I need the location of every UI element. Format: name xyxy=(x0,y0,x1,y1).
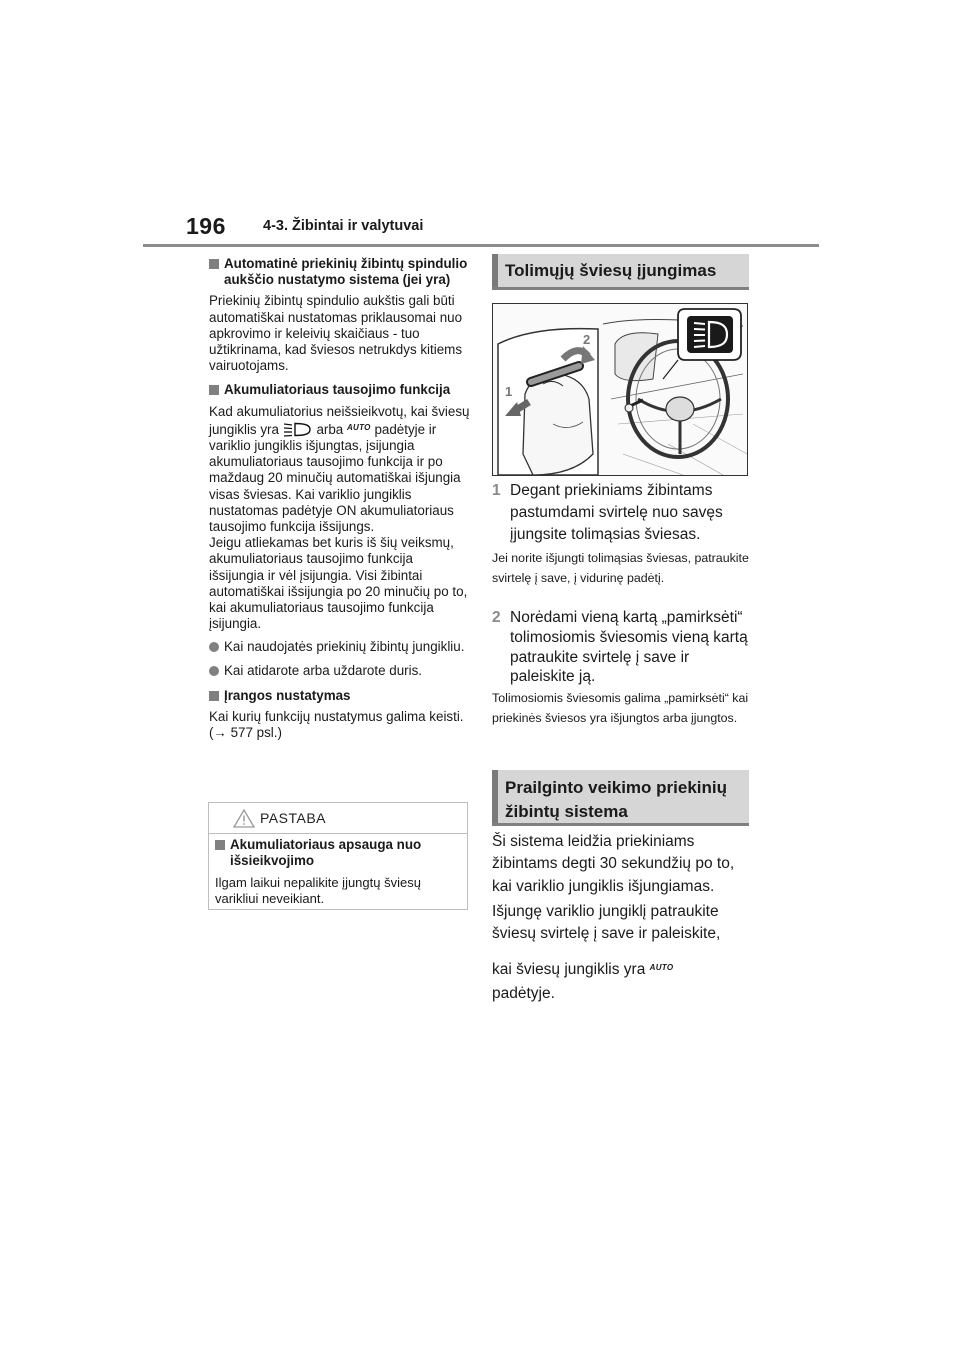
figure-label-1: 1 xyxy=(505,384,513,399)
auto-glyph: AUTO xyxy=(649,963,674,972)
square-bullet-icon xyxy=(209,691,219,701)
heading-battery-saver: Akumuliatoriaus tausojimo funkcija xyxy=(209,382,471,398)
band-title: Prailginto veikimo priekinių žibintų sistema xyxy=(505,778,727,821)
figure-label-2: 2 xyxy=(583,332,591,347)
step-1-note: Jei norite išjungti tolimąsias šviesas, patraukite svirtelę į save, į vidurinę padėtį. xyxy=(492,551,749,585)
caution-body xyxy=(209,834,467,906)
square-bullet-icon xyxy=(215,840,225,850)
square-bullet-icon xyxy=(209,259,219,269)
square-bullet-icon xyxy=(209,385,219,395)
bullet-headlight-switch: Kai naudojatės priekinių žibintų jungikliu. xyxy=(209,639,471,655)
bullet-doors: Kai atidarote arba uždarote duris. xyxy=(209,663,471,679)
arrow-icon: → xyxy=(213,725,227,741)
paragraph-follow-me-home: Ši sistema leidžia priekiniams žibintams degti 30 sekundžių po to, kai variklio jungiklis išjungiamas. xyxy=(492,833,735,895)
warning-triangle-icon xyxy=(233,809,255,828)
paragraph-position-word: padėtyje. xyxy=(492,985,555,1002)
band-title: Tolimųjų šviesų įjungimas xyxy=(505,261,717,280)
left-column xyxy=(209,256,471,741)
band-accent xyxy=(492,770,498,823)
caution-heading: Akumuliatoriaus apsauga nuo išsieikvojimo xyxy=(215,837,461,869)
steering-lever-illustration xyxy=(493,304,747,475)
band-accent xyxy=(492,254,498,287)
header-rule xyxy=(143,244,819,247)
step-2: 2 Norėdami vieną kartą „pamirksėti“ tolimosiomis šviesomis vieną kartą patraukite svirtelę į save ir paleiskite ją. xyxy=(492,609,748,686)
caution-text: Ilgam laikui nepalikite įjungtų šviesų varikliui neveikiant. xyxy=(215,875,421,906)
step-number: 1 xyxy=(492,482,501,499)
paragraph-switch-position: kai šviesų jungiklis yra $^{AUTO}$ xyxy=(492,961,674,978)
page-reference-link[interactable]: 577 psl.) xyxy=(226,725,282,741)
step-2-note: Tolimosiomis šviesomis galima „pamirksėti“ kai priekinės šviesos yra išjungtos arba įjungtos. xyxy=(492,691,749,725)
section-band-follow-me-home xyxy=(492,770,749,826)
caution-title: PASTABA xyxy=(260,810,327,826)
heading-customization: Įrangos nustatymas xyxy=(209,688,471,704)
circle-bullet-icon xyxy=(209,666,219,676)
section-title: 4-3. Žibintai ir valytuvai xyxy=(263,218,424,234)
section-band-high-beam xyxy=(492,254,749,290)
page-number: 196 xyxy=(186,213,226,239)
paragraph-customization: Kai kurių funkcijų nustatymus galima keisti. (→ 577 psl.) xyxy=(209,709,464,741)
step-1: 1 Degant priekiniams žibintams pastumdami svirtelę nuo savęs įjungsite tolimąsias šviesas. xyxy=(492,482,723,543)
high-beam-illustration xyxy=(492,303,748,476)
caution-box xyxy=(208,802,468,910)
paragraph-follow-me-home-instruction: Išjungę variklio jungiklį patraukite šviesų svirtelę į save ir paleiskite, xyxy=(492,903,721,943)
auto-glyph: AUTO xyxy=(346,422,371,432)
heading-beam-levelling: Automatinė priekinių žibintų spindulio aukščio nustatymo sistema (jei yra) xyxy=(209,256,471,288)
circle-bullet-icon xyxy=(209,642,219,652)
caution-header xyxy=(209,803,467,834)
headlight-icon xyxy=(283,422,313,437)
paragraph-battery-saver: Kad akumuliatorius neišsieikvotų, kai šviesų jungiklis yra arba $^{AUTO}$ padėtyje ir variklio jungiklis išjungtas, įsijungia akumuliatoriaus tausojimo funkcija ir po maždaug 20 minučių automatiškai išjungia visas šviesas. Kai variklio jungiklis nustatomas padėtyje ON akumuliatoriaus tausojimo funkcija išsijungs. Jeigu atliekamas bet kuris iš šių veiksmų, akumuliatoriaus tausojimo funkcija išsijungia ir vėl įsijungia. Visi žibintai automatiškai išsijungia po 20 minučių po to, kai akumuliatoriaus tausojimo funkcija įsijungia. xyxy=(209,403,470,632)
paragraph-beam-levelling: Priekinių žibintų spindulio aukštis gali būti automatiškai nustatomas priklausomai nuo apkrovimo ir keleivių skaičiaus - tuo užtikrinama, kad šviesos netrukdys kitiems vairuotojams. xyxy=(209,293,463,374)
step-number: 2 xyxy=(492,609,501,626)
